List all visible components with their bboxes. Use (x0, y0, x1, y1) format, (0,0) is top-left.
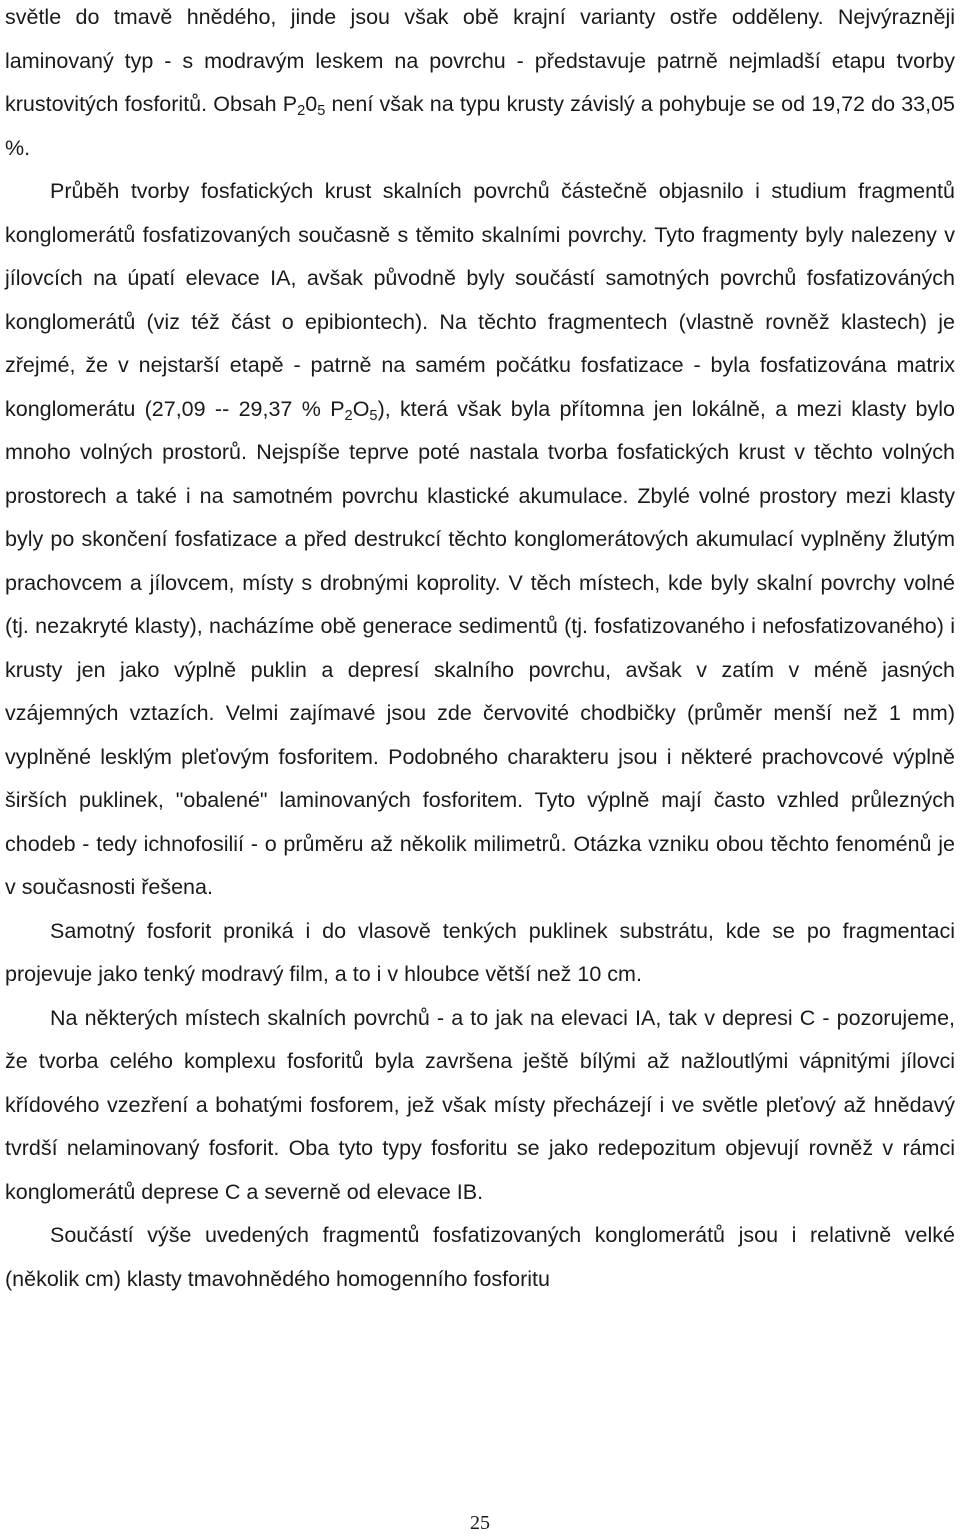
page-number: 25 (470, 1512, 490, 1534)
text-run: Průběh tvorby fosfatických krust skalních povrchů částečně objasnilo i studium fragmentů konglomerátů fosfatizovaných současně s těmito skalními povrchy. Tyto fragmenty byly nalezeny v jílovcích na úpatí elevace IA, avšak původně byly součástí samotných povrchů fosfatizováných konglomerátů (viz též část o epibiontech). Na těchto fragmentech (vlastně rovněž klastech) je zřejmé, že v nejstarší etapě - patrně na samém počátku fosfatizace - byla fosfatizována matrix konglomerátu (27,09 -- 29,37 % P (5, 179, 955, 421)
text-run: ), která však byla přítomna jen lokálně, a mezi klasty bylo mnoho volných prostorů. Nejspíše teprve poté nastala tvorba fosfatických krust v těchto volných prostorech a také i na samotném povrchu klastické akumulace. Zbylé volné prostory mezi klasty byly po skončení fosfatizace a před destrukcí těchto konglomerátových akumulací vyplněny žlutým prachovcem a jílovcem, místy s drobnými koprolity. V těch místech, kde byly skalní povrchy volné (tj. nezakryté klasty), nacházíme obě generace sedimentů (tj. fosfatizovaného i nefosfatizovaného) i krusty jen jako výplně puklin a depresí skalního povrchu, avšak v zatím v méně jasných vzájemných vztazích. Velmi zajímavé jsou zde červovité chodbičky (průměr menší než 1 mm) vyplněné lesklým pleťovým fosforitem. Podobného charakteru jsou i některé prachovcové výplně širších puklinek, "obalené" laminovaných fosforitem. Tyto výplně mají často vzhled průlezných chodeb - tedy ichnofosilií - o průměru až několik milimetrů. Otázka vzniku obou těchto fenoménů je v současnosti řešena. (5, 396, 955, 899)
text-run: Součástí výše uvedených fragmentů fosfatizovaných konglomerátů jsou i relativně velké (několik cm) klasty tmavohnědého homogenního fosforitu (5, 1223, 955, 1291)
paragraph-3 (5, 910, 955, 997)
text-run: Na některých místech skalních povrchů - a to jak na elevaci IA, tak v depresi C - pozorujeme, že tvorba celého komplexu fosforitů byla završena ještě bílými až nažloutlými vápnitými jílovci křídového vzezření a bohatými fosforem, jež však místy přecházejí i ve světle pleťový až hnědavý tvrdší nelaminovaný fosforit. Oba tyto typy fosforitu se jako redepozitum objevují rovněž v rámci konglomerátů deprese C a severně od elevace IB. (5, 1005, 955, 1204)
text-run: Samotný fosforit proniká i do vlasově tenkých puklinek substrátu, kde se po fragmentaci projevuje jako tenký modravý film, a to i v hloubce větší než 10 cm. (5, 918, 955, 986)
subscript: 5 (369, 407, 378, 424)
document-body (5, 0, 955, 1301)
paragraph-5 (5, 1214, 955, 1301)
text-run: 0 (305, 92, 318, 116)
paragraph-1 (5, 0, 955, 170)
text-run: O (352, 396, 370, 421)
paragraph-4 (5, 997, 955, 1215)
subscript: 2 (297, 103, 306, 120)
text-run: není však na typu krusty závislý a pohybuje se od 19,72 do 33,05 %. (5, 92, 956, 160)
subscript: 5 (317, 103, 326, 120)
subscript: 2 (344, 407, 353, 424)
paragraph-2 (5, 170, 955, 910)
text-run: světle do tmavě hnědého, jinde jsou však obě krajní varianty ostře odděleny. Nejvýrazněji laminovaný typ - s modravým leskem na povrchu - představuje patrně nejmladší etapu tvorby krustovitých fosforitů. Obsah P (5, 5, 955, 116)
